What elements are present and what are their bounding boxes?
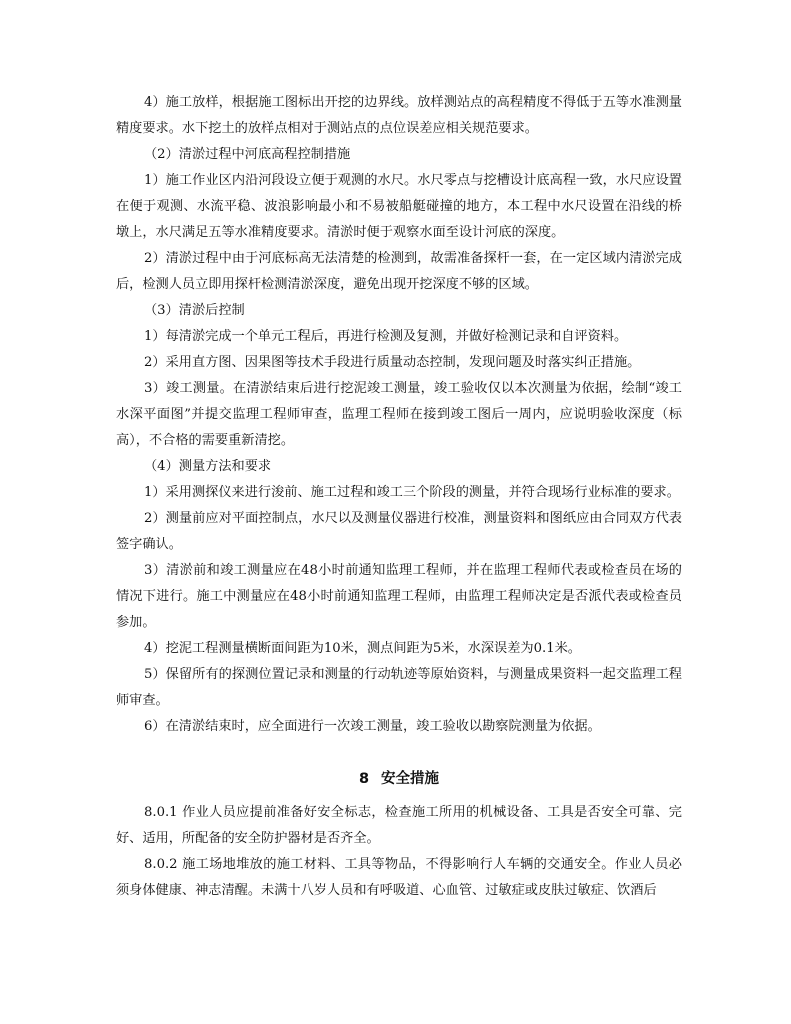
section-heading: [116, 766, 682, 792]
paragraph-quality-control: 2）采用直方图、因果图等技术手段进行质量动态控制，发现问题及时落实纠正措施。: [144, 355, 641, 370]
paragraph-water-gauge: 1）施工作业区内沿河段设立便于观测的水尺。水尺零点与挖槽设计底高程一致，水尺应设置在便于观测、水流平稳、波浪影响最小和不易被船艇碰撞的地方，本工程中水尺设置在沿线的桥墩上，水尺满足五等水准精度要求。清淤时便于观察水面至设计河底的深度。: [116, 173, 682, 240]
paragraph-probe-rod: 2）清淤过程中由于河底标高无法清楚的检测到，故需准备探杆一套，在一定区域内清淤完成后，检测人员立即用探杆检测清淤深度，避免出现开挖深度不够的区域。: [116, 251, 682, 292]
paragraph-construction-layout: 4）施工放样，根据施工图标出开挖的边界线。放样测站点的高程精度不得低于五等水准测量精度要求。水下挖土的放样点相对于测站点的点位误差应相关规范要求。: [116, 95, 682, 136]
paragraph-records: 5）保留所有的探测位置记录和测量的行动轨迹等原始资料，与测量成果资料一起交监理工程师审查。: [116, 667, 682, 708]
subheading-survey-methods: （4）测量方法和要求: [144, 459, 272, 474]
document-body: [116, 90, 682, 904]
paragraph-safety-8-0-2: 8.0.2 施工场地堆放的施工材料、工具等物品，不得影响行人车辆的交通安全。作业人员必须身体健康、神志清醒。未满十八岁人员和有呼吸道、心血管、过敏症或皮肤过敏症、饮酒后: [116, 857, 682, 898]
subheading-elevation-control: （2）清淤过程中河底高程控制措施: [144, 147, 351, 162]
paragraph-sounder: 1）采用测探仪来进行浚前、施工过程和竣工三个阶段的测量，并符合现场行业标准的要求。: [144, 485, 680, 500]
paragraph-notification: 3）清淤前和竣工测量应在48小时前通知监理工程师，并在监理工程师代表或检查员在场的情况下进行。施工中测量应在48小时前通知监理工程师，由监理工程师决定是否派代表或检查员参加。: [116, 563, 682, 630]
paragraph-section-spacing: 4）挖泥工程测量横断面间距为10米，测点间距为5米，水深误差为0.1米。: [144, 641, 581, 656]
section-title: 安全措施: [381, 771, 440, 787]
paragraph-safety-8-0-1: 8.0.1 作业人员应提前准备好安全标志，检查施工所用的机械设备、工具是否安全可靠、完好、适用，所配备的安全防护器材是否齐全。: [116, 805, 682, 846]
paragraph-calibration: 2）测量前应对平面控制点，水尺以及测量仪器进行校准，测量资料和图纸应由合同双方代表签字确认。: [116, 511, 682, 552]
paragraph-unit-inspection: 1）每清淤完成一个单元工程后，再进行检测及复测，并做好检测记录和自评资料。: [144, 329, 628, 344]
subheading-post-dredging-control: （3）清淤后控制: [144, 303, 245, 318]
section-number: 8: [358, 771, 370, 787]
paragraph-final-survey: 6）在清淤结束时，应全面进行一次竣工测量，竣工验收以勘察院测量为依据。: [144, 719, 601, 734]
paragraph-completion-survey: 3）竣工测量。在清淤结束后进行挖泥竣工测量，竣工验收仅以本次测量为依据，绘制“竣工水深平面图”并提交监理工程师审查，监理工程师在接到竣工图后一周内，应说明验收深度（标高），不合格的需要重新清挖。: [116, 381, 682, 448]
